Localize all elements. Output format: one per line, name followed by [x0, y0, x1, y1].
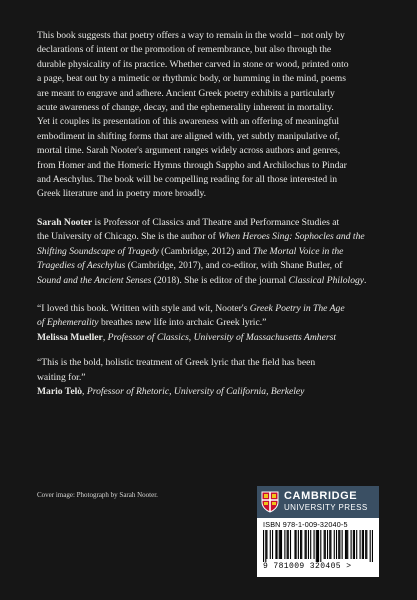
- author-bio: [37, 216, 382, 288]
- publisher-name-line2: UNIVERSITY PRESS: [284, 503, 368, 512]
- publisher-block: [257, 486, 379, 577]
- bio-text: .: [364, 274, 367, 286]
- blurb-line: mortal time. Sarah Nooter's argument ranges widely across authors and genres,: [37, 145, 341, 157]
- bio-line: [37, 230, 382, 244]
- blurb-line: embodiment in shifting forms that are aligned with, yet subtly manipulative of,: [37, 130, 340, 142]
- book-title: of Ephemerality: [37, 317, 99, 329]
- publisher-name: [284, 491, 368, 513]
- publisher-name-line1: CAMBRIDGE: [284, 490, 358, 502]
- bio-text: (Cambridge, 2017), and co-editor, with Shane Butler, of: [125, 260, 343, 272]
- blurb-line: acute awareness of change, decay, and the ephemerality inherent in mortality.: [37, 102, 334, 114]
- bio-text: (Cambridge, 2012) and: [158, 245, 253, 257]
- bio-text: is Professor of Classics and Theatre and Performance Studies at: [92, 216, 340, 228]
- journal-title: Classical Philology: [288, 274, 365, 286]
- blurb-line: declarations of intent or the promotion of remembrance, but also through the: [37, 44, 332, 56]
- barcode-bars: [263, 530, 373, 562]
- bio-line: [37, 259, 382, 273]
- blurb-line: are meant to engrave and adhere. Ancient Greek poetry exhibits a particularly: [37, 87, 335, 99]
- quote-line: [37, 302, 382, 316]
- bio-line: [37, 274, 382, 288]
- endorser-affiliation: , Professor of Rhetoric, University of California, Berkeley: [82, 385, 305, 397]
- bio-line: [37, 216, 382, 230]
- quote-text: “I loved this book. Written with style and wit, Nooter's: [37, 302, 250, 314]
- quote-text: breathes new life into archaic Greek lyric.”: [98, 317, 267, 329]
- bio-line: [37, 245, 382, 259]
- endorser-name: Melissa Mueller: [37, 331, 103, 343]
- bio-text: the University of Chicago. She is the author of: [37, 231, 219, 243]
- book-title: The Mortal Voice in the: [252, 245, 344, 257]
- endorser-name: Mario Telò: [37, 385, 83, 397]
- book-title: Shifting Soundscape of Tragedy: [37, 245, 159, 257]
- book-title: Greek Poetry in The Age: [249, 302, 345, 314]
- quote-attribution: [37, 385, 382, 399]
- blurb-line: from Homer and the Homeric Hymns through Sappho and Archilochus to Pindar: [37, 159, 347, 171]
- blurb-line: durable physicality of its practice. Whether carved in stone or wood, printed onto: [37, 58, 349, 70]
- barcode-digits: 9 781009 320405 >: [263, 562, 352, 571]
- blurb-line: a page, beat out by a mimetic or rhythmic body, or humming in the mind, poems: [37, 73, 346, 85]
- blurb-line: Yet it couples its presentation of this awareness with an offering of meaningful: [37, 116, 340, 128]
- quote-attribution: [37, 331, 382, 345]
- cambridge-shield-icon: [261, 491, 279, 513]
- quote-line: waiting for.”: [37, 371, 86, 383]
- bio-text: (2018). She is editor of the journal: [151, 274, 289, 286]
- endorsement-quote: [37, 356, 382, 399]
- book-title: Tragedies of Aeschylus: [37, 260, 126, 272]
- book-blurb: [37, 29, 382, 202]
- quote-line: [37, 316, 382, 330]
- endorsement-quote: [37, 302, 382, 345]
- book-title: Sound and the Ancient Senses: [37, 274, 152, 286]
- author-name: Sarah Nooter: [37, 216, 93, 228]
- back-cover-text: [37, 29, 382, 399]
- blurb-line: This book suggests that poetry offers a way to remain in the world – not only by: [37, 30, 345, 41]
- isbn-barcode: [257, 518, 379, 577]
- isbn-label: ISBN 978-1-009-32040-5: [263, 520, 348, 529]
- publisher-logo: [257, 486, 379, 518]
- blurb-line: Greek literature and in poetry more broadly.: [37, 188, 207, 200]
- cover-image-credit: Cover image: Photograph by Sarah Nooter.: [37, 491, 158, 499]
- endorser-affiliation: , Professor of Classics, University of Massachusetts Amherst: [102, 331, 336, 343]
- book-title: When Heroes Sing: Sophocles and the: [218, 231, 365, 243]
- blurb-line: and Aeschylus. The book will be compelling reading for all those interested in: [37, 174, 338, 186]
- quote-line: “This is the bold, holistic treatment of Greek lyric that the field has been: [37, 357, 316, 369]
